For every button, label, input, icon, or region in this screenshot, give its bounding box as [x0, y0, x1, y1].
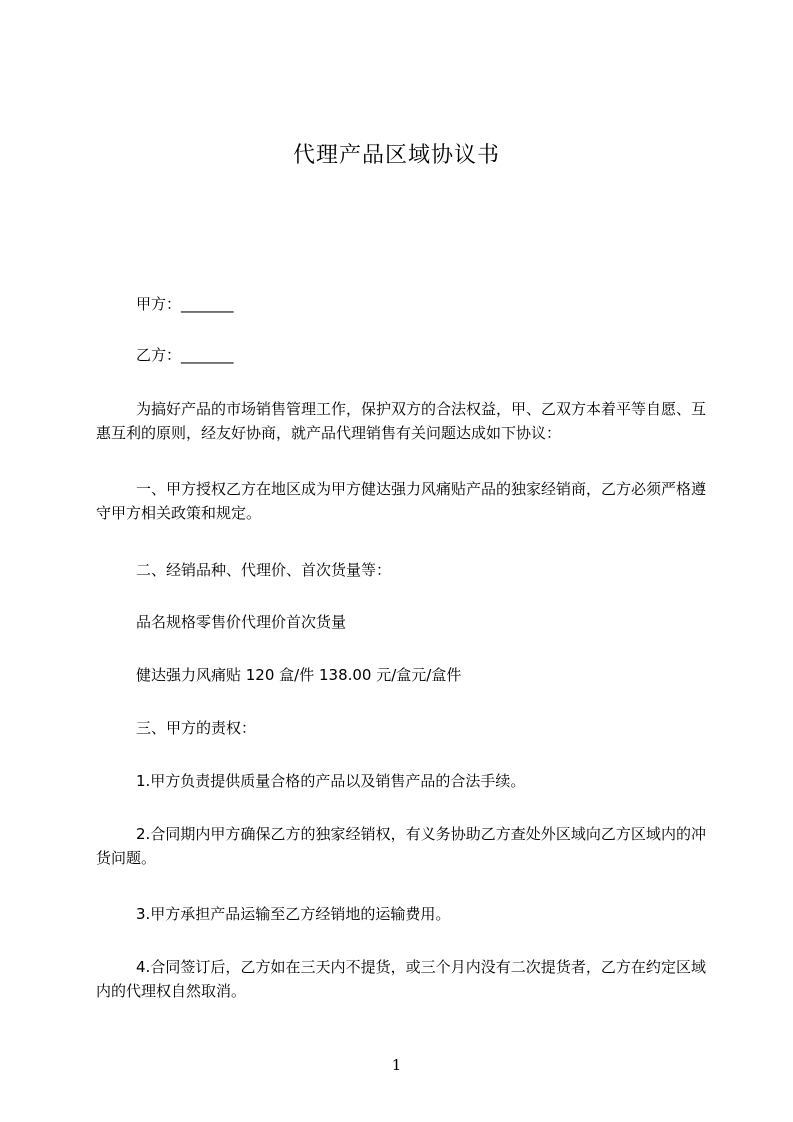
party-a-line: 甲方：_______	[136, 295, 234, 313]
page-number: 1	[391, 1056, 402, 1074]
product-table-header: 品名规格零售价代理价首次货量	[136, 613, 347, 631]
clause-1-paragraph: 一、甲方授权乙方在地区成为甲方健达强力风痛贴产品的独家经销商，乙方必须严格遵守甲方相关政策和规定。	[96, 480, 707, 522]
clause-3-item-1: 1.甲方负责提供质量合格的产品以及销售产品的合法手续。	[136, 772, 526, 790]
clause-3-item-2: 2.合同期内甲方确保乙方的独家经销权，有义务协助乙方查处外区域向乙方区域内的冲货问题。	[96, 825, 706, 867]
clause-3-heading: 三、甲方的责权：	[136, 719, 257, 737]
clause-2-heading: 二、经销品种、代理价、首次货量等：	[136, 561, 392, 579]
clause-3-item-4: 4.合同签订后，乙方如在三天内不提货，或三个月内没有二次提货者，乙方在约定区域内的代理权自然取消。	[96, 958, 706, 1000]
product-table-row: 健达强力风痛贴 120 盒/件 138.00 元/盒元/盒件	[136, 666, 462, 684]
intro-paragraph: 为搞好产品的市场销售管理工作，保护双方的合法权益，甲、乙双方本着平等自愿、互惠互利的原则，经友好协商，就产品代理销售有关问题达成如下协议：	[96, 400, 707, 442]
page-title: 代理产品区域协议书	[292, 143, 500, 168]
clause-3-item-3: 3.甲方承担产品运输至乙方经销地的运输费用。	[136, 905, 451, 923]
party-b-line: 乙方：_______	[136, 346, 234, 364]
